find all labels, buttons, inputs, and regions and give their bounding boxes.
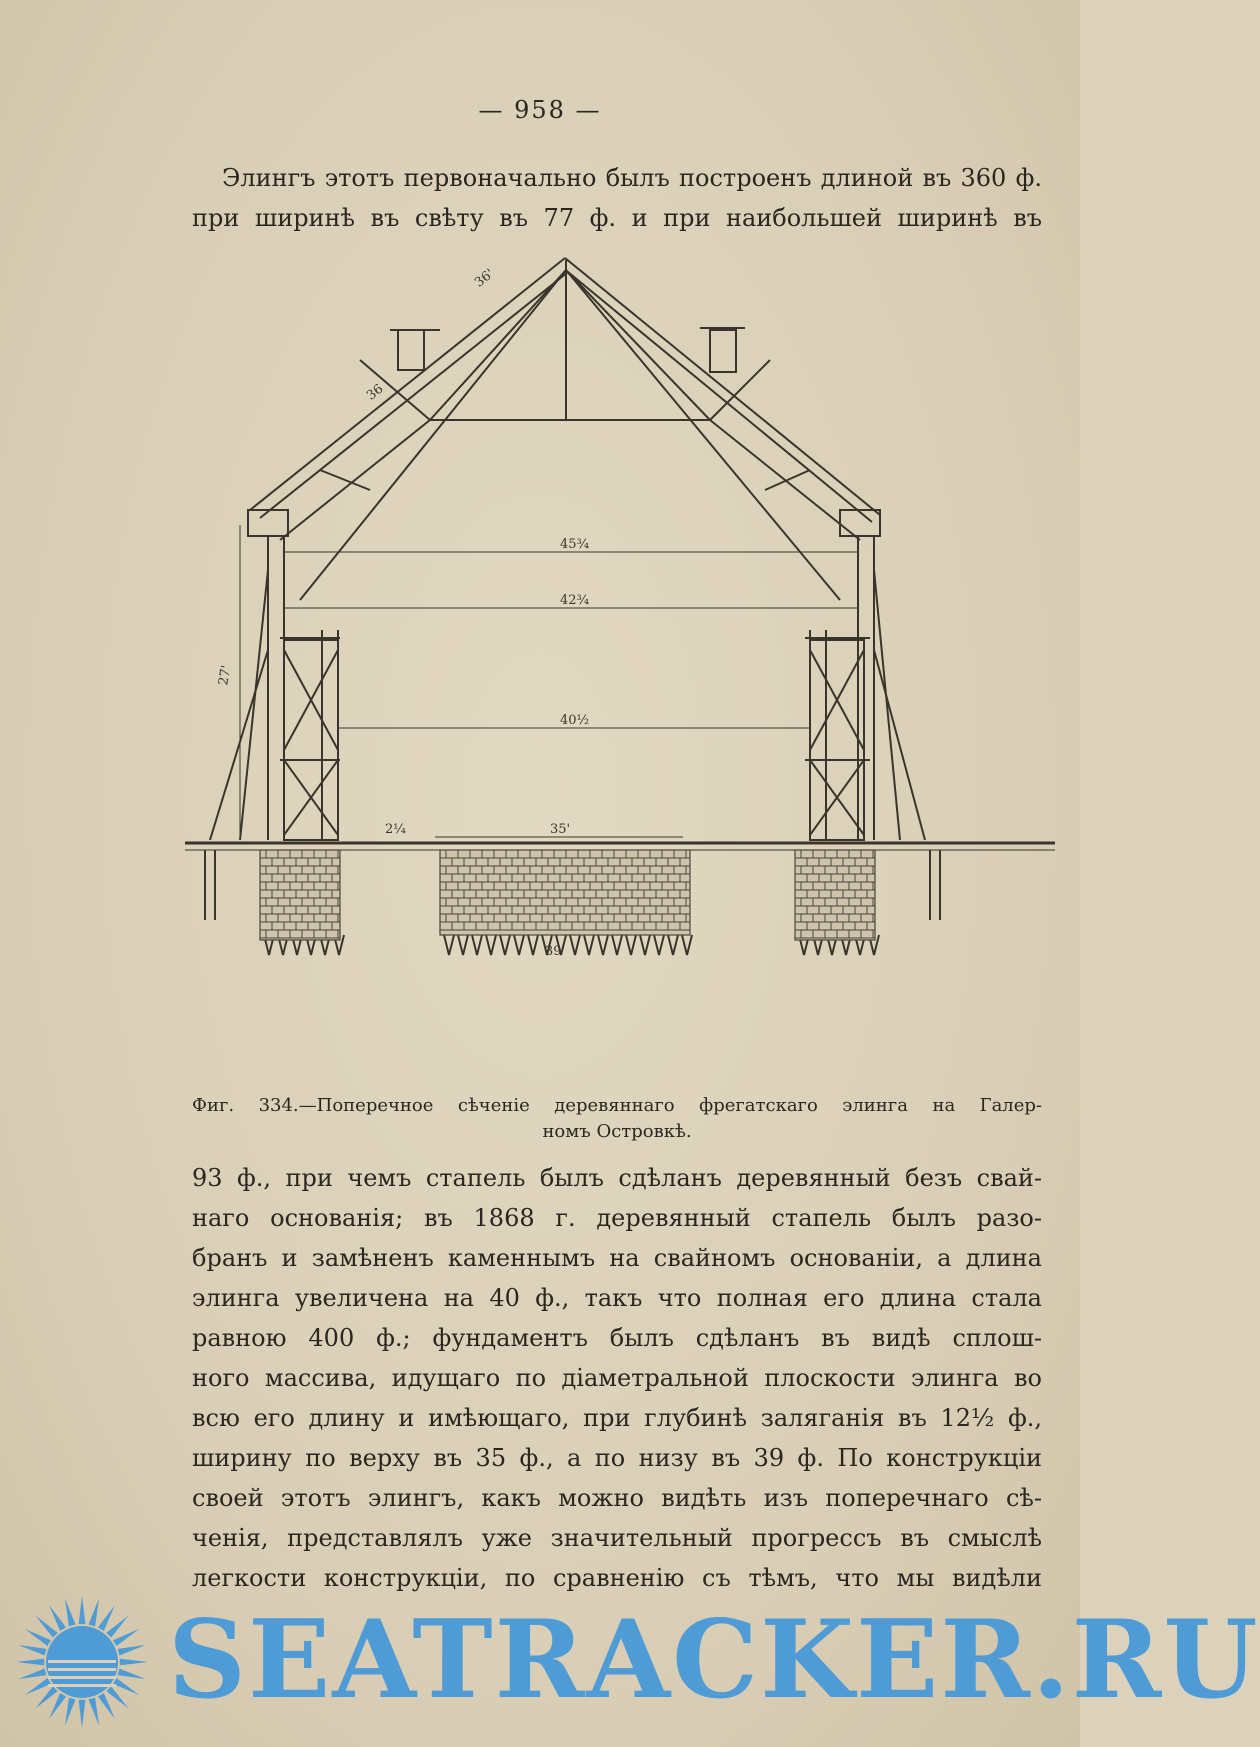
text-line: равною 400 ф.; фундаментъ былъ сдѣланъ въ видѣ сплош- bbox=[192, 1324, 1042, 1352]
dim-label-width-mid: 42¾ bbox=[560, 593, 590, 608]
text-line: Элингъ этотъ первоначально былъ построенъ длиной въ 360 ф. bbox=[222, 164, 1042, 192]
caption-line: номъ Островкѣ. bbox=[542, 1121, 692, 1142]
text-line: ширину по верху въ 35 ф., а по низу въ 39 ф. По конструкціи bbox=[192, 1444, 1042, 1472]
roof-right-slope bbox=[565, 258, 880, 515]
text-line: всю его длину и имѣющаго, при глубинѣ заляганія въ 12½ ф., bbox=[192, 1404, 1042, 1432]
dim-label-left-height: 27' bbox=[216, 664, 235, 687]
text-line: бранъ и замѣненъ каменнымъ на свайномъ основаніи, а длина bbox=[192, 1244, 1042, 1272]
watermark-text: SEATRACKER.RU bbox=[168, 1597, 1260, 1723]
dim-label-bottom-width: 39' bbox=[545, 944, 566, 959]
dim-label-slope-1: 36' bbox=[472, 266, 498, 291]
cross-section-figure bbox=[190, 266, 1055, 1070]
text-line: 93 ф., при чемъ стапель былъ сдѣланъ деревянный безъ свай- bbox=[192, 1164, 1042, 1192]
figure-caption bbox=[192, 1093, 1042, 1145]
text-line: легкости конструкціи, по сравненію съ тѣмъ, что мы видѣли bbox=[192, 1564, 1042, 1592]
page-number: — 958 — bbox=[478, 96, 602, 124]
dim-label-width-low: 40½ bbox=[560, 713, 590, 728]
paragraph-main bbox=[192, 1158, 1042, 1598]
dim-label-left-step: 2¼ bbox=[385, 822, 406, 837]
caption-line: Фиг. 334.—Поперечное сѣченіе деревяннаго фрегатскаго элинга на Галер- bbox=[192, 1095, 1042, 1116]
text-line: элинга увеличена на 40 ф., такъ что полная его длина стала bbox=[192, 1284, 1042, 1312]
text-line: при ширинѣ въ свѣту въ 77 ф. и при наибольшей ширинѣ въ bbox=[192, 204, 1042, 232]
paragraph-intro bbox=[192, 158, 1042, 238]
roof-left-slope bbox=[250, 258, 565, 510]
text-line: ченія, представлялъ уже значительный прогрессъ въ смыслѣ bbox=[192, 1524, 1042, 1552]
text-line: ного массива, идущаго по діаметральной плоскости элинга во bbox=[192, 1364, 1042, 1392]
sun-icon bbox=[16, 1596, 148, 1728]
text-line: своей этотъ элингъ, какъ можно видѣть изъ поперечнаго сѣ- bbox=[192, 1484, 1042, 1512]
dim-label-width-top: 45¾ bbox=[560, 537, 590, 552]
dim-label-base-width: 35' bbox=[550, 822, 571, 837]
dim-label-slope-2: 36 bbox=[364, 381, 387, 404]
text-line: наго основанія; въ 1868 г. деревянный стапель былъ разо- bbox=[192, 1204, 1042, 1232]
